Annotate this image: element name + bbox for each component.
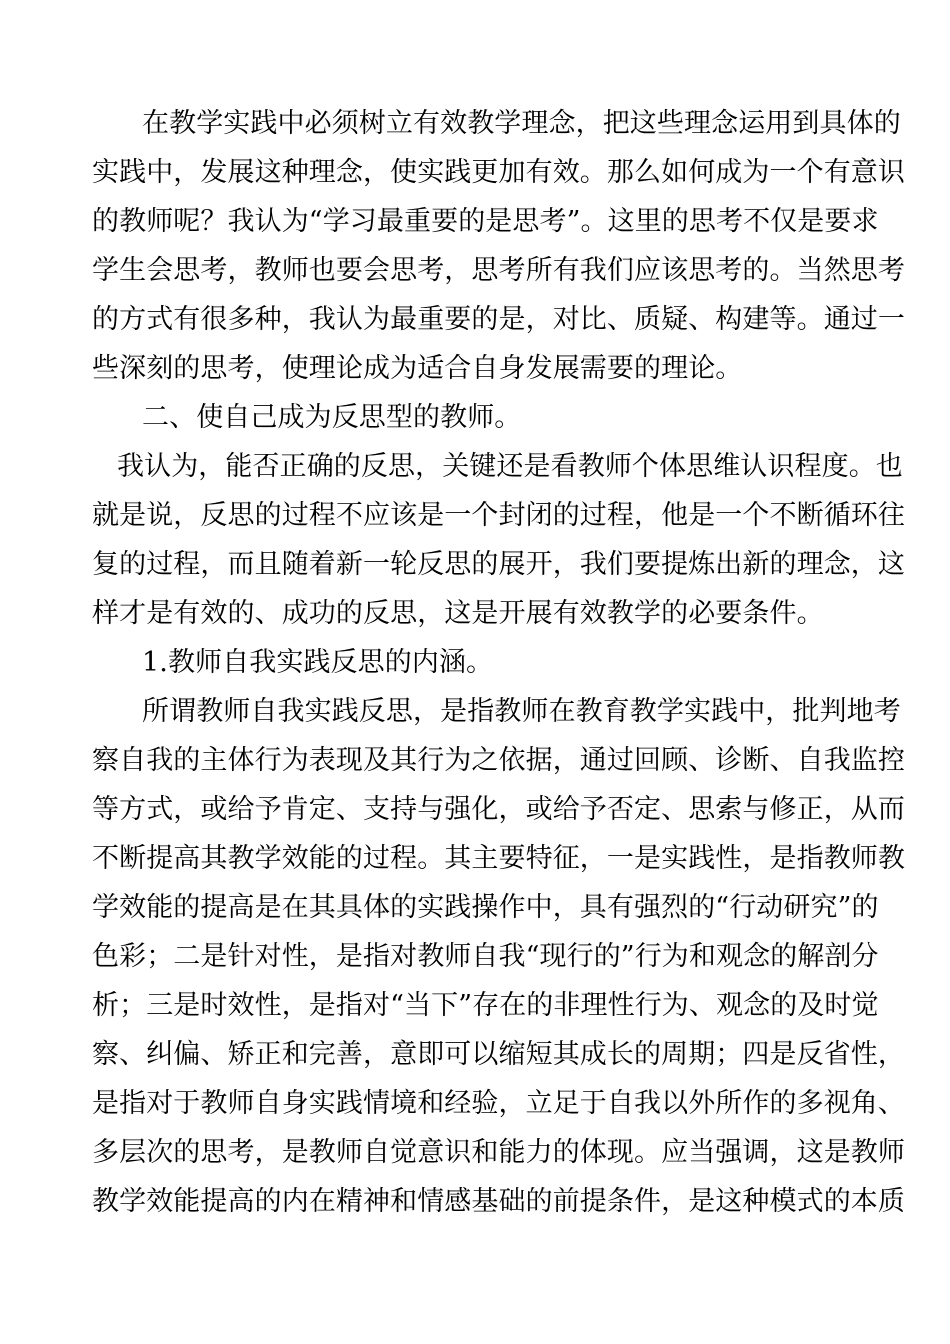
paragraph-3-line-1: 我认为，能否正确的反思，关键还是看教师个体思维认识程度。也 xyxy=(117,451,903,482)
subsection-heading-1: 1.教师自我实践反思的内涵。 xyxy=(142,647,494,678)
paragraph-5-line-9: 是指对于教师自身实践情境和经验，立足于自我以外所作的多视角、 xyxy=(92,1088,905,1119)
section-heading-2: 二、使自己成为反思型的教师。 xyxy=(142,402,522,433)
paragraph-1-line-4: 学生会思考，教师也要会思考，思考所有我们应该思考的。当然思考 xyxy=(92,255,905,286)
paragraph-5-line-10: 多层次的思考，是教师自觉意识和能力的体现。应当强调，这是教师 xyxy=(92,1137,905,1168)
paragraph-3-line-4: 样才是有效的、成功的反思，这是开展有效教学的必要条件。 xyxy=(92,598,824,629)
paragraph-5-line-2: 察自我的主体行为表现及其行为之依据，通过回顾、诊断、自我监控 xyxy=(92,745,905,776)
paragraph-5-line-7: 析；三是时效性，是指对“当下”存在的非理性行为、观念的及时觉 xyxy=(92,990,879,1021)
paragraph-5-line-3: 等方式，或给予肯定、支持与强化，或给予否定、思索与修正，从而 xyxy=(92,794,905,825)
paragraph-3-line-3: 复的过程，而且随着新一轮反思的展开，我们要提炼出新的理念，这 xyxy=(92,549,905,580)
paragraph-1-line-6: 些深刻的思考，使理论成为适合自身发展需要的理论。 xyxy=(92,353,743,384)
paragraph-1-line-1: 在教学实践中必须树立有效教学理念，把这些理念运用到具体的 xyxy=(142,108,901,139)
paragraph-5-line-6: 色彩；二是针对性，是指对教师自我“现行的”行为和观念的解剖分 xyxy=(92,941,879,972)
paragraph-1-line-5: 的方式有很多种，我认为最重要的是，对比、质疑、构建等。通过一 xyxy=(92,304,905,335)
paragraph-1-line-2: 实践中，发展这种理念，使实践更加有效。那么如何成为一个有意识 xyxy=(92,157,905,188)
paragraph-3-line-2: 就是说，反思的过程不应该是一个封闭的过程，他是一个不断循环往 xyxy=(92,500,905,531)
paragraph-5-line-1: 所谓教师自我实践反思，是指教师在教育教学实践中，批判地考 xyxy=(142,696,901,727)
paragraph-5-line-8: 察、纠偏、矫正和完善，意即可以缩短其成长的周期；四是反省性， xyxy=(92,1039,905,1070)
paragraph-5-line-11: 教学效能提高的内在精神和情感基础的前提条件，是这种模式的本质 xyxy=(92,1186,905,1217)
paragraph-1-line-3: 的教师呢？我认为“学习最重要的是思考”。这里的思考不仅是要求 xyxy=(92,206,879,237)
paragraph-5-line-4: 不断提高其教学效能的过程。其主要特征，一是实践性，是指教师教 xyxy=(92,843,905,874)
paragraph-5-line-5: 学效能的提高是在其具体的实践操作中，具有强烈的“行动研究”的 xyxy=(92,892,879,923)
